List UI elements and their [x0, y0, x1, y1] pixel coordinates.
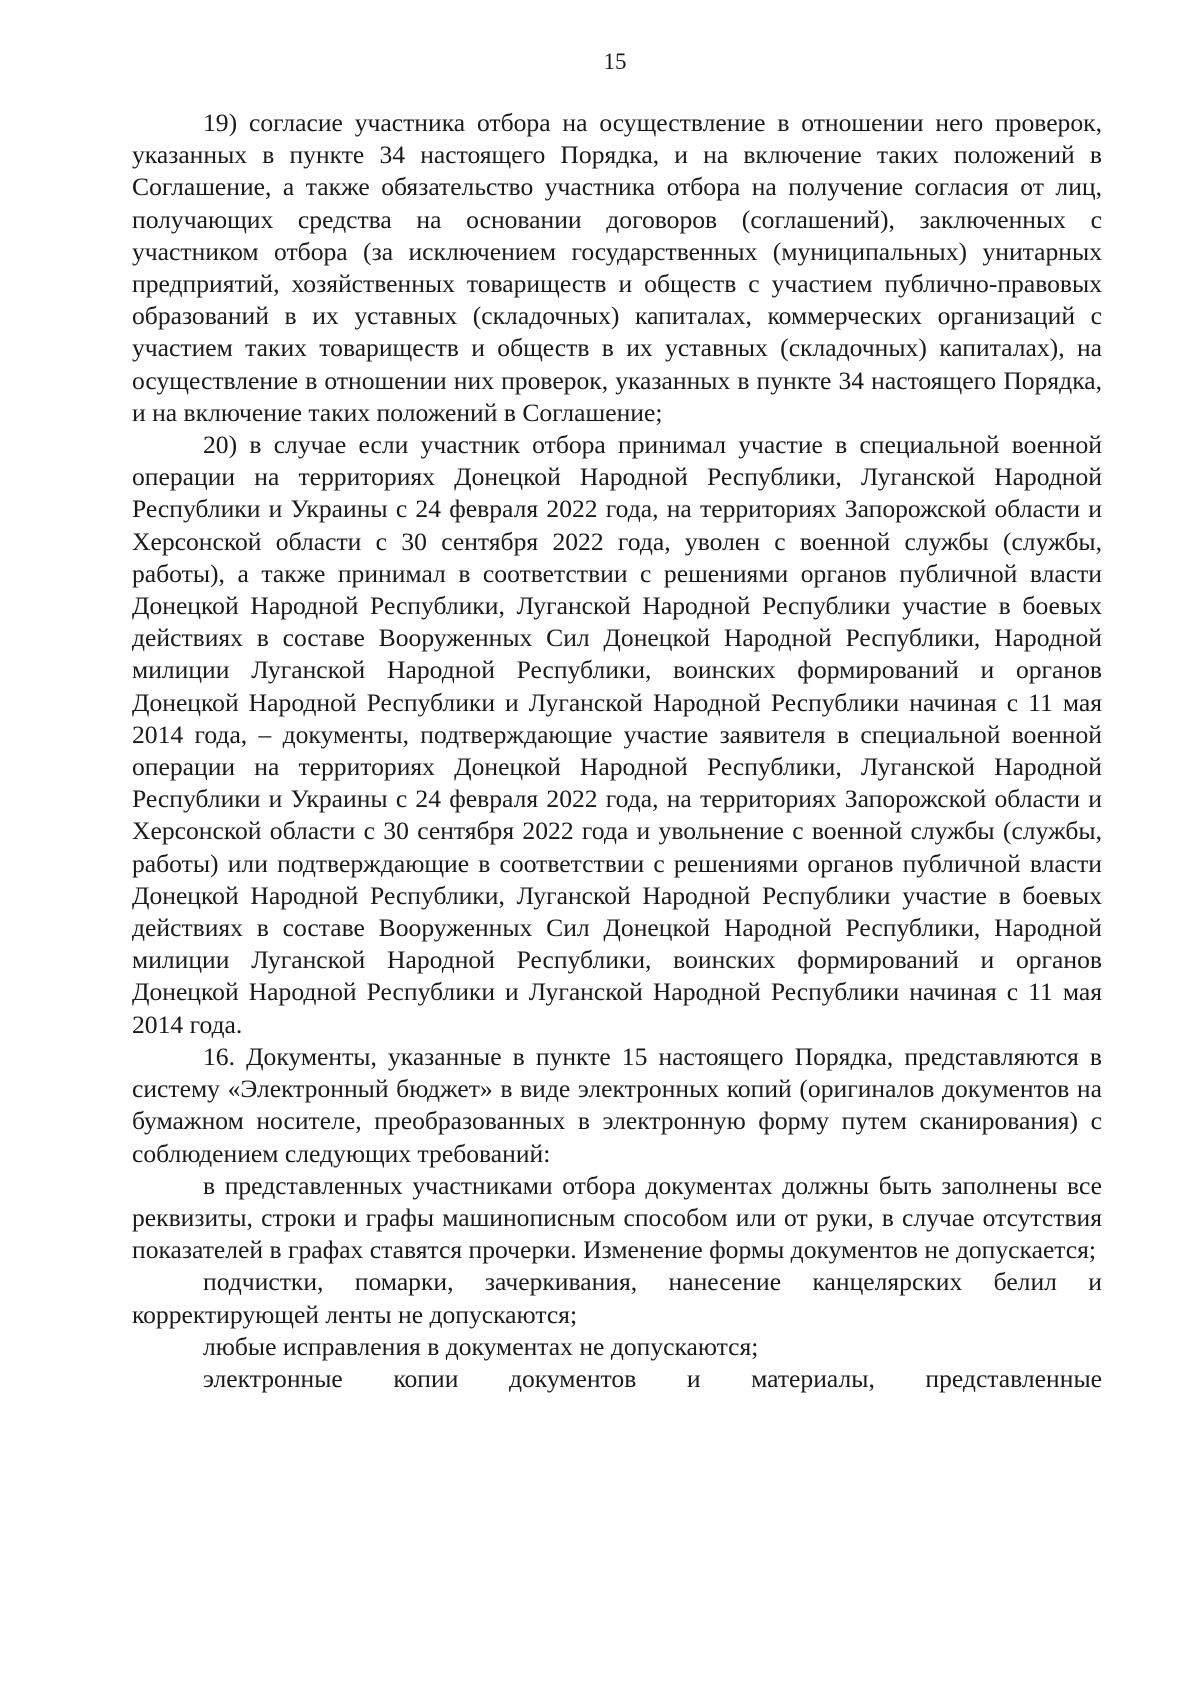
paragraph-requirement-electronic-copies: электронные копии документов и материалы, представленные [203, 1363, 1102, 1393]
paragraph-requirement-erasures: подчистки, помарки, зачеркивания, нанесение канцелярских белил и корректирующей ленты не допускаются; [132, 1267, 1102, 1329]
paragraph-requirement-details: в представленных участниками отбора документах должны быть заполнены все реквизиты, строки и графы машинописным способом или от руки, в случае отсутствия показателей в графах ставятся прочерки. Изменение формы документов не допускается; [132, 1170, 1102, 1265]
paragraph-clause-16: 16. Документы, указанные в пункте 15 настоящего Порядка, представляются в систему «Электронный бюджет» в виде электронных копий (оригиналов документов на бумажном носителе, преобразованных в электронную форму путем сканирования) с соблюдением следующих требований: [132, 1041, 1102, 1168]
page-number: 15 [603, 49, 627, 74]
document-body [132, 107, 1102, 1395]
paragraph-requirement-corrections: любые исправления в документах не допускаются; [203, 1331, 759, 1361]
paragraph-item-19: 19) согласие участника отбора на осуществление в отношении него проверок, указанных в пункте 34 настоящего Порядка, и на включение таких положений в Соглашение, а также обязательство участника отбора на получение согласия от лиц, получающих средства на основании договоров (соглашений), заключенных с участником отбора (за исключением государственных (муниципальных) унитарных предприятий, хозяйственных товариществ и обществ с участием публично-правовых образований в их уставных (складочных) капиталах, коммерческих организаций с участием таких товариществ и обществ в их уставных (складочных) капиталах), на осуществление в отношении них проверок, указанных в пункте 34 настоящего Порядка, и на включение таких положений в Соглашение; [132, 108, 1102, 427]
paragraph-item-20: 20) в случае если участник отбора принимал участие в специальной военной операции на территориях Донецкой Народной Республики, Луганской Народной Республики и Украины с 24 февраля 2022 года, на территориях Запорожской области и Херсонской области с 30 сентября 2022 года, уволен с военной службы (службы, работы), а также принимал в соответствии с решениями органов публичной власти Донецкой Народной Республики, Луганской Народной Республики участие в боевых действиях в составе Вооруженных Сил Донецкой Народной Республики, Народной милиции Луганской Народной Республики, воинских формирований и органов Донецкой Народной Республики и Луганской Народной Республики начиная с 11 мая 2014 года, – документы, подтверждающие участие заявителя в специальной военной операции на территориях Донецкой Народной Республики, Луганской Народной Республики и Украины с 24 февраля 2022 года, на территориях Запорожской области и Херсонской области с 30 сентября 2022 года и увольнение с военной службы (службы, работы) или подтверждающие в соответствии с решениями органов публичной власти Донецкой Народной Республики, Луганской Народной Республики участие в боевых действиях в составе Вооруженных Сил Донецкой Народной Республики, Народной милиции Луганской Народной Республики, воинских формирований и органов Донецкой Народной Республики и Луганской Народной Республики начиная с 11 мая 2014 года. [132, 430, 1102, 1039]
